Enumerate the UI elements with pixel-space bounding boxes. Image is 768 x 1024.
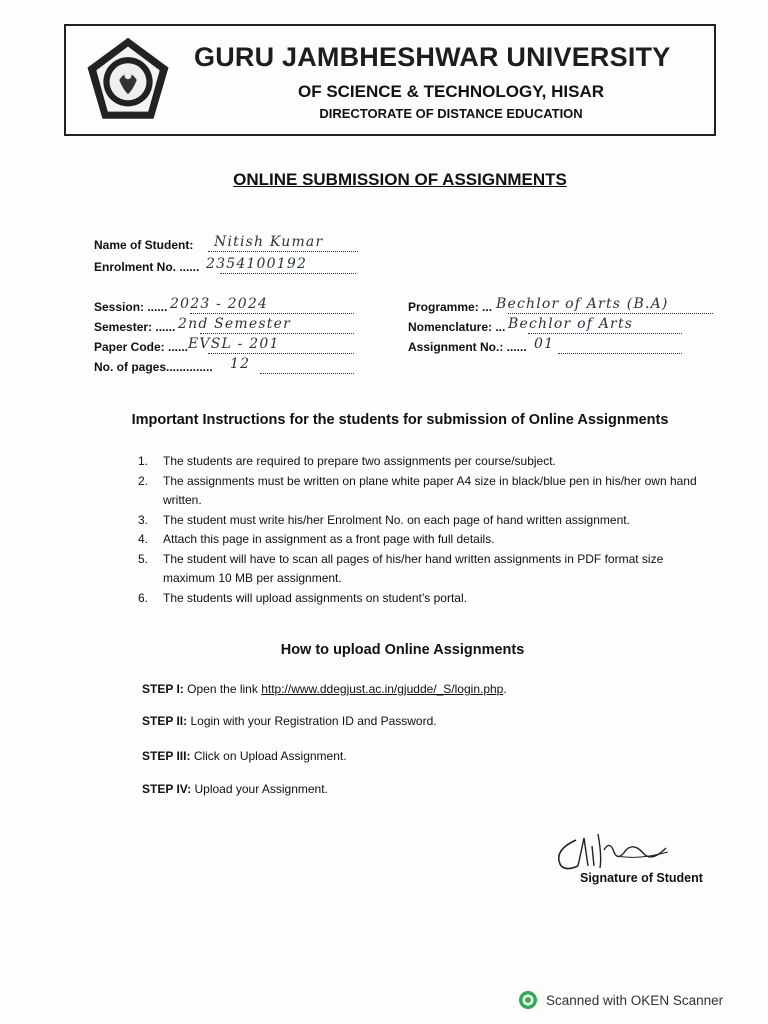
- step-label: STEP II:: [142, 714, 188, 728]
- field-paper-code: [94, 336, 364, 356]
- scanner-text: Scanned with OKEN Scanner: [546, 992, 724, 1008]
- list-item: 2. The assignments must be written on plane white paper A4 size in black/blue pen in his/her own hand written.: [138, 473, 697, 507]
- oken-scanner-icon: [518, 990, 538, 1010]
- step-text: Click on Upload Assignment.: [193, 749, 347, 763]
- list-item: 5. The student will have to scan all pages of his/her hand written assignments in PDF format size maximum 10 MB per assignment.: [138, 551, 664, 585]
- field-programme: [408, 296, 728, 316]
- step-text: Open the link: [187, 682, 262, 696]
- field-semester: [94, 316, 364, 336]
- upload-title: How to upload Online Assignments: [280, 642, 525, 658]
- field-value: 2023 - 2024: [170, 296, 269, 312]
- step-label: STEP I:: [142, 682, 184, 696]
- step-text: Upload your Assignment.: [194, 782, 328, 796]
- step-label: STEP III:: [142, 749, 191, 763]
- field-label: Name of Student:: [94, 238, 194, 252]
- list-item: 3. The student must write his/her Enrolment No. on each page of hand written assignment.: [138, 512, 630, 527]
- instructions-list: [138, 452, 718, 608]
- university-subtitle: OF SCIENCE & TECHNOLOGY, HISAR: [297, 82, 605, 101]
- field-value: 2354100192: [206, 256, 308, 272]
- field-label: Semester: ......: [94, 320, 176, 334]
- field-enrolment: [94, 256, 364, 276]
- field-label: Programme: ...: [408, 300, 493, 314]
- field-label: No. of pages..............: [94, 360, 213, 374]
- upload-step-2: [142, 714, 437, 728]
- step-label: STEP IV:: [142, 782, 192, 796]
- field-label: Assignment No.: ......: [408, 340, 527, 354]
- field-label: Paper Code: ......: [94, 340, 189, 354]
- signature-label: Signature of Student: [580, 871, 703, 885]
- field-nomenclature: [408, 316, 728, 336]
- field-value: EVSL - 201: [188, 336, 280, 352]
- field-session: [94, 296, 364, 316]
- field-value: Nitish Kumar: [214, 234, 324, 250]
- directorate-name: DIRECTORATE OF DISTANCE EDUCATION: [319, 106, 583, 121]
- list-item: 4. Attach this page in assignment as a front page with full details.: [138, 532, 495, 546]
- document-title: ONLINE SUBMISSION OF ASSIGNMENTS: [233, 170, 567, 189]
- upload-step-4: [142, 782, 328, 796]
- university-name: GURU JAMBHESHWAR UNIVERSITY: [194, 42, 671, 72]
- field-label: Enrolment No. ......: [94, 260, 200, 274]
- scanner-watermark: [518, 990, 723, 1010]
- step-text: Login with your Registration ID and Password.: [190, 714, 437, 728]
- list-item: 6. The students will upload assignments on student’s portal.: [138, 590, 467, 605]
- university-logo: [84, 36, 172, 124]
- instructions-title: Important Instructions for the students for submission of Online Assignments: [131, 412, 669, 428]
- list-item: 1. The students are required to prepare two assignments per course/subject.: [138, 454, 556, 468]
- upload-step-1: STEP I: Open the link http://www.ddegjust.ac.in/gjudde/_S/login.php.: [142, 682, 507, 696]
- field-value: Bechlor of Arts: [508, 316, 634, 332]
- field-value: 01: [534, 336, 555, 352]
- field-value: 12: [230, 356, 251, 372]
- field-value: 2nd Semester: [178, 316, 291, 332]
- field-pages: [94, 356, 364, 376]
- header-box: [64, 24, 716, 136]
- field-value: Bechlor of Arts (B.A): [496, 296, 669, 312]
- upload-step-3: [142, 749, 347, 763]
- field-label: Nomenclature: ...: [408, 320, 506, 334]
- field-student-name: [94, 234, 364, 254]
- login-link[interactable]: http://www.ddegjust.ac.in/gjudde/_S/login.php: [261, 682, 504, 696]
- field-label: Session: ......: [94, 300, 168, 314]
- field-assignment-no: [408, 336, 728, 356]
